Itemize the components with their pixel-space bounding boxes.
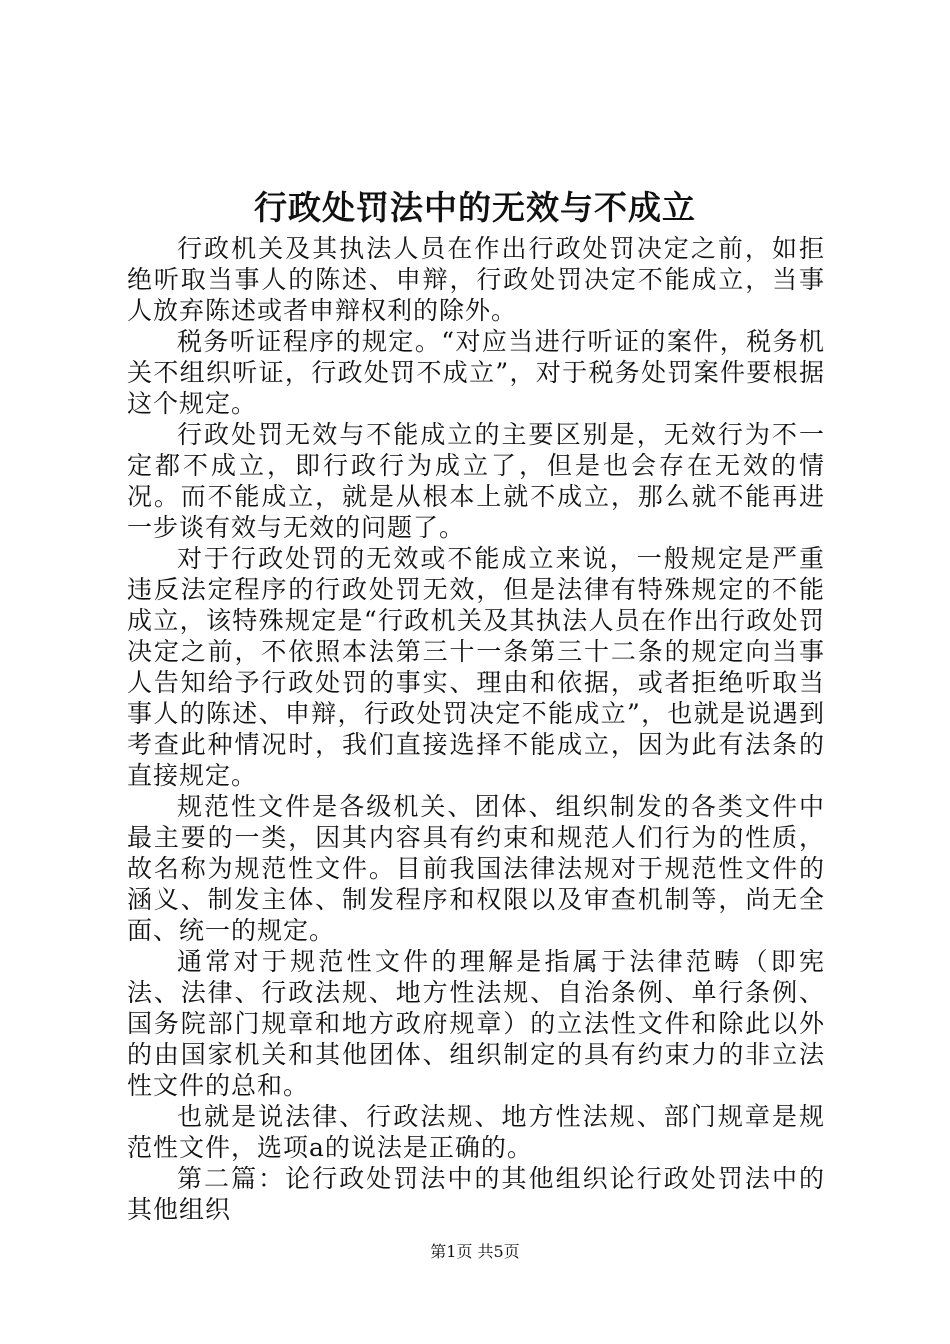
- document-title: 行政处罚法中的无效与不成立: [254, 188, 696, 227]
- paragraph: 第二篇：论行政处罚法中的其他组织论行政处罚法中的其他组织: [127, 1164, 825, 1224]
- paragraph: 税务听证程序的规定。“对应当进行听证的案件，税务机关不组织听证，行政处罚不成立”，对于税务处罚案件要根据这个规定。: [127, 327, 825, 418]
- paragraph: 通常对于规范性文件的理解是指属于法律范畴（即宪法、法律、行政法规、地方性法规、自治条例、单行条例、国务院部门规章和地方政府规章）的立法性文件和除此以外的由国家机关和其他团体、组织制定的具有约束力的非立法性文件的总和。: [127, 947, 825, 1100]
- paragraph: 也就是说法律、行政法规、地方性法规、部门规章是规范性文件，选项a的说法是正确的。: [127, 1102, 825, 1162]
- paragraph: 规范性文件是各级机关、团体、组织制发的各类文件中最主要的一类，因其内容具有约束和规范人们行为的性质，故名称为规范性文件。目前我国法律法规对于规范性文件的涵义、制发主体、制发程序和权限以及审查机制等，尚无全面、统一的规定。: [127, 792, 825, 945]
- paragraph: 行政机关及其执法人员在作出行政处罚决定之前，如拒绝听取当事人的陈述、申辩，行政处罚决定不能成立，当事人放弃陈述或者申辩权利的除外。: [127, 234, 825, 325]
- document-body: [127, 233, 825, 1225]
- paragraph: 对于行政处罚的无效或不能成立来说，一般规定是严重违反法定程序的行政处罚无效，但是法律有特殊规定的不能成立，该特殊规定是“行政机关及其执法人员在作出行政处罚决定之前，不依照本法第三十一条第三十二条的规定向当事人告知给予行政处罚的事实、理由和依据，或者拒绝听取当事人的陈述、申辩，行政处罚决定不能成立”，也就是说遇到考查此种情况时，我们直接选择不能成立，因为此有法条的直接规定。: [127, 544, 825, 790]
- paragraph: 行政处罚无效与不能成立的主要区别是，无效行为不一定都不成立，即行政行为成立了，但是也会存在无效的情况。而不能成立，就是从根本上就不成立，那么就不能再进一步谈有效与无效的问题了。: [127, 420, 825, 542]
- page-footer: 第1页 共5页: [430, 1242, 520, 1261]
